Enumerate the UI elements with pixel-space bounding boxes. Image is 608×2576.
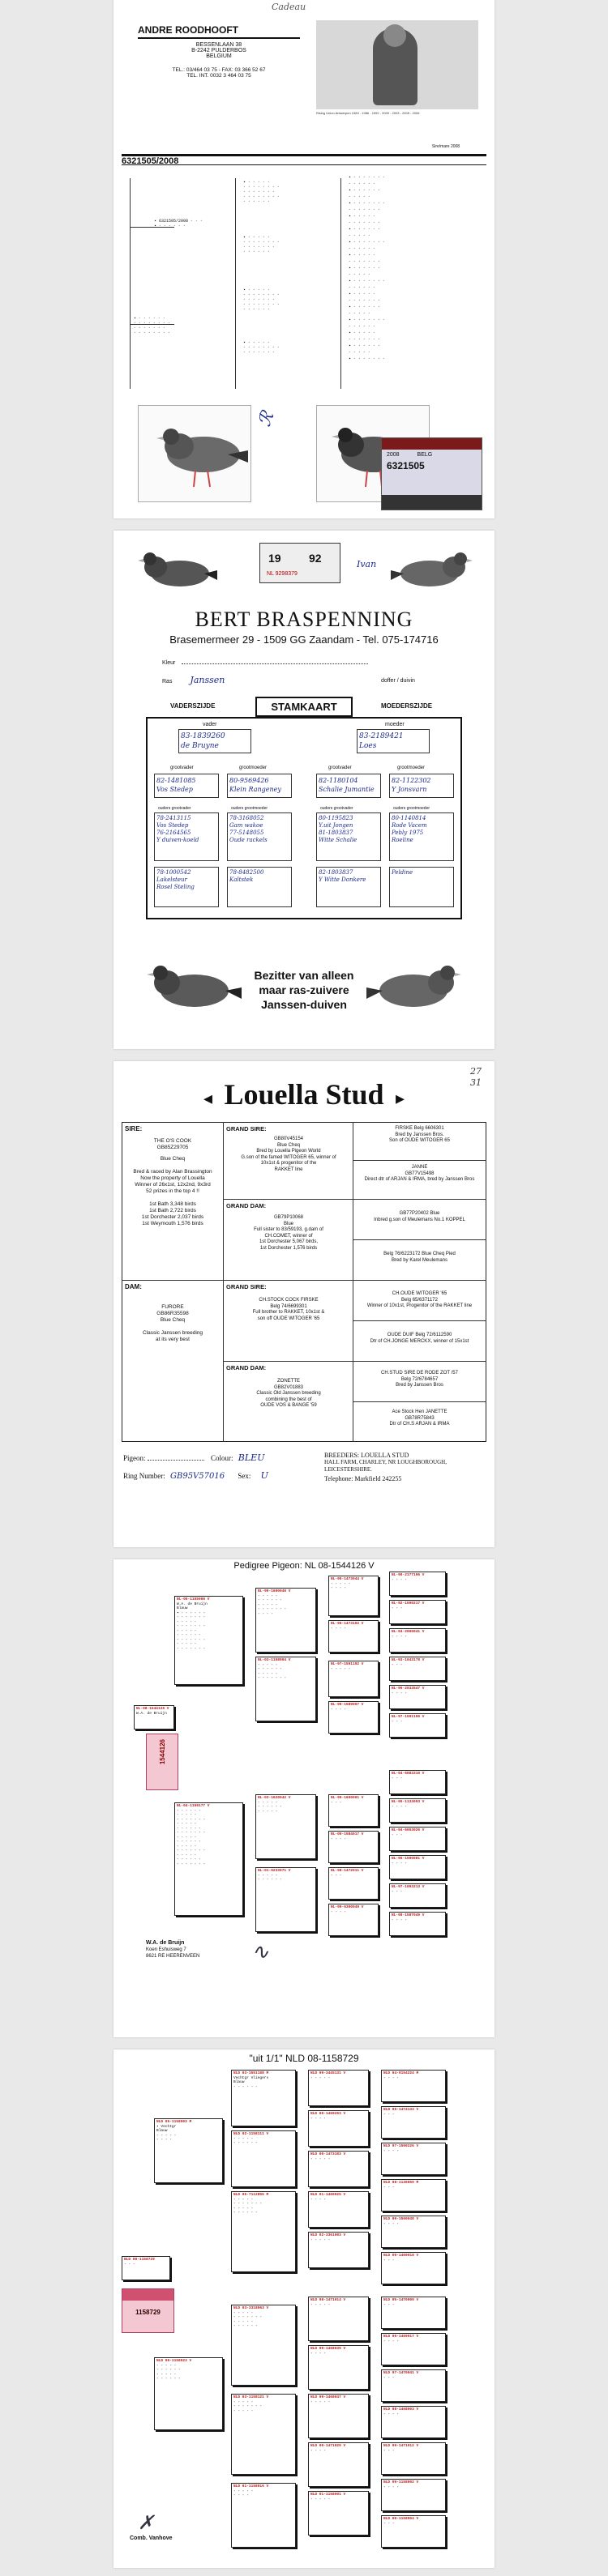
right-arrow-icon: ▸ [395,1088,405,1108]
dam-colour: Blue Cheq [160,1317,186,1323]
gs-right-bottom [354,1165,485,1184]
pedigree-box-r1: NL-90-2177196 V ◦ ◦ ◦ ◦ [389,1572,446,1596]
text-line: Belg 76/6223172 Blue Cheq Pied [383,1252,456,1256]
pedigree-box-ggp-8: NL-99-6300049 V ◦ ◦ ◦ ◦ [328,1904,379,1936]
p5-box-sire: NLD 05-1158003 M ▪ Vechtgr Blauw ◦ ◦ ◦ ◦ ◦ ◦ ◦ ◦ ◦ [154,2118,223,2183]
text-line: CH.STUD SIRE DE RODE ZOT /57 [381,1371,458,1375]
p5-box-m6: NLD 98-1471014 V ◦ ◦ ◦ ◦ ◦ [308,2297,369,2341]
pedigree-page-louella [113,1061,495,1547]
tree-line [235,284,236,389]
sire-line: Bred & raced by Alan Brassington [133,1169,212,1175]
text-line: Full brother to RAKKET, 10x1st & [252,1310,325,1315]
p5-box-self: NLD 08-1158729 ◦ ◦ ◦ [122,2256,170,2280]
p5-box-gs: NLD 03-1551188 M Vechtgr Vliegers Blauw ◦ ◦ ◦ ◦ ◦ ◦ [231,2070,296,2126]
p5-box-r8: NLD 96-1469017 V ◦ ◦ ◦ ◦ [381,2333,446,2365]
grandparent-1: ▪ ◦ ◦ ◦ ◦ ◦ ◦ ◦ ◦ ◦ ◦ ◦ ◦ ◦ ◦ ◦ ◦ ◦ ◦ ◦ ◦ ◦ ◦ ◦ ◦ ◦ ◦ ◦ ◦ ◦ ◦ ◦ ◦ ◦ ◦ [243,180,280,204]
p5-box-dgd-2: NLD 01-1158016 V ◦ ◦ ◦ ◦ ◦ ◦ ◦ ◦ ◦ [231,2483,296,2548]
ticket-stamps [259,543,340,583]
text-line: Belg 65/6371172 [401,1297,438,1303]
breeder-city: B-2242 PULDERBOS [191,48,246,53]
text-line: GB82V01883 [273,1384,304,1390]
dam-label: DAM: [125,1283,142,1290]
p5-box-r3: NLD 97-1590226 V ◦ ◦ ◦ ◦ [381,2143,446,2175]
p5-box-m5: NLD 02-3361003 V ◦ ◦ ◦ ◦ ◦ [308,2232,369,2268]
grootvader-label-1: grootvader [170,766,194,770]
p5-box-dgs: NLD 03-3318063 V ◦ ◦ ◦ ◦ ◦ ◦ ◦ ◦ ◦ ◦ ◦ ◦ ◦ ◦ ◦ ◦ ◦ ◦ ◦ ◦ ◦ ◦ ◦ [231,2305,296,2386]
p5-box-m1: NLD 99-3445131 V ◦ ◦ ◦ ◦ ◦ [308,2070,369,2106]
pedigree-page-vanhove [113,2049,495,2568]
vader-box: 83-1839260 de Bruyne [178,729,251,753]
sire-info: ▪ 6321505/2008 ◦ ◦ ◦ ▪ ◦ ◦ ◦ ◦ ◦ ◦ [154,219,203,228]
owner-name: Comb. Vanhove [130,2535,173,2541]
breeder-country: BELGIUM [206,53,232,59]
dam-line: at its very best [156,1337,190,1342]
owner-block [146,1940,199,1960]
pedigree-box-ggp-2: NL-96-1473102 V ◦ ◦ ◦ ◦ [328,1620,379,1653]
ring-card-year: 2008 [387,452,400,458]
p5-box-r2: NLD 96-1474133 V ◦ ◦ ◦ [381,2106,446,2139]
dam-details [125,1304,221,1343]
text-line: Belg 72/6784657 [400,1376,439,1382]
gd-right-bottom [354,1252,485,1264]
text-line: OUDE DUIF Belg 72/6112590 [387,1333,452,1337]
pedigree-box-ggp-3: NL-97-1591102 V ◦ ◦ ◦ ◦ ◦ [328,1661,379,1697]
dam-info: ▪ ◦ ◦ ◦ ◦ ◦ ◦ ◦ ◦ ◦ ◦ ◦ ◦ ◦ ◦ ◦ ◦ ◦ ◦ ◦ ◦ ◦ ◦ ◦ ◦ ◦ ◦ ◦ ◦ ◦ [134,316,171,335]
p5-box-m3: NLD 00-1473103 V ◦ ◦ ◦ ◦ ◦ [308,2151,369,2187]
left-arrow-icon: ◂ [203,1088,212,1108]
owner-address: Koen Eshuisweg 7 [146,1947,186,1952]
text-line: Belg 74/6699301 [270,1303,307,1309]
text-line: FIRSKE Belg 6606301 [395,1126,444,1131]
bottom-text [243,968,365,1012]
pedigree-box-r9: NL-94-6053026 V ◦ ◦ ◦ [389,1827,446,1851]
sire-name: THE O'S COOK [153,1138,192,1144]
dam-ring: GB86R35598 [156,1311,189,1316]
pedigree-box-gd: NL-03-1158904 V ◦ ◦ ◦ ◦ ◦ ◦ ◦ ◦ ◦ ◦ ◦ ◦ ◦ ◦ ◦ ◦ ◦ ◦ ◦ ◦ ◦ ◦ ◦ [255,1657,316,1721]
text-line: Classic Old Janssen breeding [256,1391,321,1396]
p5-box-r13: NLD 00-1158004 V ◦ ◦ ◦ [381,2515,446,2548]
divider [223,1122,224,1442]
tree-line [130,178,131,389]
grootvader-box-2: 82-1180104 Schalie Jumantie [316,774,381,798]
pedigree-box-r3: NL-94-2000041 V ◦ ◦ ◦ ◦ [389,1628,446,1653]
pedigree-box-gs: NL-99-1600046 V ◦ ◦ ◦ ◦ ◦ ◦ ◦ ◦ ◦ ◦ ◦ ◦ ◦ ◦ ◦ ◦ ◦ ◦ ◦ ◦ ◦ ◦ ◦ ◦ ◦ ◦ ◦ [255,1588,316,1653]
sire-line: Now the property of Louella [140,1175,205,1181]
p5-box-m10: NLD 01-1158001 V ◦ ◦ ◦ ◦ ◦ [308,2491,369,2535]
dgd-right-top [354,1371,485,1389]
sex-value: U [260,1470,268,1481]
ring-stamp [146,1734,178,1790]
signature-scribble: ∿ [251,1940,269,1964]
ouders-box-8: Peldine [389,867,454,907]
pigeon-image-bottom-left [138,952,243,1029]
p5-box-r4: NLD 98-1136059 M ◦ ◦ ◦ [381,2179,446,2211]
stamkaart-label: STAMKAART [255,697,353,717]
p5-box-r1: NLD 94-9154224 M ◦ ◦ ◦ ◦ [381,2070,446,2102]
ouders-grootmoeder-label-2: ouders grootmoeder [393,806,430,811]
divider [223,1199,486,1200]
p5-box-dam: NLD 06-1158023 V ◦ ◦ ◦ ◦ ◦ ◦ ◦ ◦ ◦ ◦ ◦ ◦ ◦ ◦ ◦ ◦ ◦ ◦ ◦ ◦ ◦ ◦ [154,2357,223,2430]
text-line: son off OUDE WITOGER '65 [257,1316,320,1321]
ring-row [123,1470,268,1481]
text-line: GB78R75843 [405,1415,435,1421]
breeder-photo [316,20,478,109]
pedigree-box-r7: NL-94-6083310 V ◦ ◦ ◦ [389,1770,446,1794]
photo-caption: Rising Union Antwerpen 1983 - 1986 - 1992 - 2000 - 2003 - 2005 - 2006 [316,111,420,115]
dam-name: FURORE [161,1304,184,1310]
text-line: GB77V15498 [405,1171,435,1176]
pedigree-box-dam: NL-04-1159177 V ◦ ◦ ◦ ◦ ◦ ◦ ◦ ◦ ◦ ◦ ◦ ◦ ◦ ◦ ◦ ◦ ◦ ◦ ◦ ◦ ◦ ◦ ◦ ◦ ◦ ◦ ◦ ◦ ◦ ◦ ◦ ◦ ◦ ◦ ◦ ◦ ◦ ◦ ◦ ◦ ◦ ◦ ◦ ◦ ◦ ◦ ◦ ◦ ◦ ◦ ◦ ◦ ◦ ◦ ◦ ◦ ◦ ◦ ◦ ◦ ◦ ◦ ◦ ◦ ◦ ◦ ◦ ◦ ◦ ◦ ◦ ◦ ◦ ◦ ◦ ◦ ◦ [174,1802,243,1916]
breeder-street: BESSENLAAN 38 [195,42,242,48]
stamp-number: 1158729 [135,2309,161,2316]
grootmoeder-box-2: 82-1122302 Y Jonsvarn [389,774,454,798]
tree-line [340,178,341,389]
vaderszijde-label: VADERSZIJDE [170,702,216,710]
text-line: CH.STOCK COCK FIRSKE [259,1298,319,1303]
text-line: Bred by Karel Meulemans [391,1257,448,1263]
text-line: 1st Dorchester 1,576 birds [259,1245,318,1251]
ouders-box-1: 78-2413115 Vos Stedep 76-2164565 Y duiven-koeld [154,812,219,861]
vader-label: vader [203,722,217,727]
sex-label: Sex: [238,1472,251,1480]
sire-line: Winner of 26x1st, 12x2nd, 9x3rd [135,1182,211,1188]
ras-row [162,675,225,685]
p5-box-m9: NLD 00-1471029 V ◦ ◦ ◦ ◦ [308,2442,369,2487]
pedigree-box-ggp-4: NL-99-1589007 V ◦ ◦ ◦ ◦ [328,1701,379,1734]
ouders-box-5: 78-1000542 Lakelsteur Rosel Steling [154,867,219,907]
sire-line: 1st Bath 2,722 birds [149,1208,196,1213]
ticket-year-2: 92 [309,552,322,565]
text-line: Blue [283,1221,293,1226]
ring-card [381,437,482,510]
ring-stamp [122,2288,174,2333]
text-line: Dtr of CH.JONGE MERCKX, winner of 15x1st [370,1338,469,1344]
grand-dam-label: GRAND DAM: [226,1202,267,1209]
sire-details [125,1138,221,1227]
text-line: Dtr of CH.S ARJAN & IRMA [389,1422,450,1427]
pedigree-box-self: NL-08-1544126 V W.A. de Bruijn [134,1705,174,1729]
p5-box-r6: NLD 00-1469018 V ◦ ◦ ◦ [381,2252,446,2284]
text-line: Direct dtr of ARJAN & IRMA, bred by Janssen Bros [364,1177,475,1182]
breeders-block [324,1452,486,1482]
owner-block [130,2535,173,2541]
p5-box-gd: NLD 05-7112855 M ◦ ◦ ◦ ◦ ◦ ◦ ◦ ◦ ◦ ◦ ◦ ◦ ◦ ◦ ◦ ◦ ◦ ◦ ◦ ◦ ◦ ◦ ◦ [231,2191,296,2272]
text-line: GB77P20402 Blue [399,1211,440,1216]
text-line: Bred by Janssen Bros [396,1383,443,1388]
pedigree-box-r2: NL-92-1590217 V ◦ ◦ ◦ [389,1600,446,1624]
dgs-right-top [354,1291,485,1310]
divider [353,1160,486,1161]
divider [353,1401,486,1402]
divider [353,1239,486,1240]
pedigree-box-ggp-7: NL-98-1472011 V ◦ ◦ ◦ [328,1867,379,1900]
ouders-grootvader-label-1: ouders grootvader [158,806,191,811]
pigeon-photo-left [138,405,251,502]
pedigree-box-ggp-5: NL-99-1600001 V ◦ ◦ ◦ [328,1794,379,1827]
ring-number-bar [122,154,486,165]
owner-city: 8621 RE HEERENVEEN [146,1954,200,1959]
pigeon-image-bottom-right [365,952,470,1029]
sire-line: 1st Weymouth 1,576 birds [142,1221,203,1226]
text-line: GB79P10068 [273,1215,304,1220]
p5-box-r12: NLD 99-1158002 V ◦ ◦ ◦ ◦ [381,2479,446,2511]
p5-box-gs-2: NLD 02-1158111 V ◦ ◦ ◦ ◦ ◦ ◦ ◦ ◦ ◦ ◦ ◦ [231,2130,296,2187]
breeder-name: ANDRE ROODHOOFT [138,24,300,39]
grandparent-2: ▪ ◦ ◦ ◦ ◦ ◦ ◦ ◦ ◦ ◦ ◦ ◦ ◦ ◦ ◦ ◦ ◦ ◦ ◦ ◦ ◦ ◦ ◦ ◦ ◦ ◦ ◦ [243,235,280,254]
ouders-box-3: 80-1195823 Y.uit Jongen 81-1803837 Witte Schalie [316,812,381,861]
pedigree-box-dgs: NL-03-1620042 V ◦ ◦ ◦ ◦ ◦ ◦ ◦ ◦ ◦ ◦ ◦ ◦ ◦ ◦ ◦ ◦ [255,1794,316,1859]
sire-colour: Blue Cheq [160,1156,186,1162]
stud-title: Louella Stud [224,1078,384,1111]
p5-box-r10: NLD 98-1468003 V ◦ ◦ ◦ ◦ [381,2406,446,2438]
text-line: Winner of 10x1st, Progenitor of the RAKKET line [366,1303,473,1308]
pedigree-box-r8: NL-95-1133093 V ◦ ◦ ◦ ◦ [389,1798,446,1823]
right-header: Sire/mare 2008 [431,144,460,149]
p5-box-m8: NLD 99-1468047 V ◦ ◦ ◦ ◦ ◦ [308,2394,369,2438]
ticket-number: NL 9298379 [267,571,298,577]
grootmoeder-label-2: grootmoeder [397,766,426,770]
text-line: Bred by Louella Pigeon World [256,1149,321,1154]
signature: ℛ [255,408,279,430]
ouders-box-2: 78-3168052 Gam wakoe 77-5148055 Oude rackels [227,812,292,861]
pigeon-image-top-left [130,543,219,603]
corner-number-1: 27 [470,1066,482,1077]
ticket-year-1: 19 [268,552,281,565]
text-line: CH.COMET, winner of [264,1233,313,1239]
p5-box-r7: NLD 95-1470009 V ◦ ◦ ◦ [381,2297,446,2329]
moeder-label: moeder [385,722,405,727]
pigeon-image-top-right [389,543,478,603]
pedigree-box-dgd: NL-01-6233071 V ◦ ◦ ◦ ◦ ◦ ◦ ◦ ◦ ◦ ◦ ◦ [255,1867,316,1932]
pedigree-box-r10: NL-96-1590081 V ◦ ◦ ◦ ◦ [389,1855,446,1879]
pedigree-box-sire: NL-05-1155066 V W.A. de Bruijn Blauw ▪ ◦ ◦ ◦ ◦ ◦ ◦ ◦ ◦ ◦ ◦ ◦ ◦ ◦ ◦ ◦ ◦ ◦ ◦ ◦ ◦ ◦ ◦ ◦ ◦ ◦ ◦ ◦ ◦ ◦ ◦ ◦ ◦ ◦ ◦ ◦ ◦ ◦ ◦ ◦ ◦ ◦ ◦ ◦ ◦ ◦ ◦ ◦ ◦ ◦ ◦ ◦ ◦ ◦ ◦ ◦ [174,1596,243,1685]
bottom-line-2: maar ras-zuivere [259,983,349,996]
sire-ring: GB85Z29705 [156,1145,189,1150]
pedigree-box-r6: NL-97-1591190 V ◦ ◦ ◦ [389,1713,446,1738]
p5-box-r5: NLD 99-1590048 V ◦ ◦ ◦ ◦ [381,2216,446,2248]
top-handwritten-note: Cadeau [272,2,306,12]
breeder-header [138,24,300,79]
kleur-label: Kleur [162,660,176,666]
tree-line [235,178,236,284]
ring-card-number: 6321505 [387,460,425,471]
text-line: ZONETTE [277,1379,300,1384]
grandparent-3: ▪ ◦ ◦ ◦ ◦ ◦ ◦ ◦ ◦ ◦ ◦ ◦ ◦ ◦ ◦ ◦ ◦ ◦ ◦ ◦ ◦ ◦ ◦ ◦ ◦ ◦ ◦ ◦ ◦ ◦ ◦ ◦ ◦ ◦ ◦ [243,288,280,312]
pedigree-box-r5: NL-96-2033547 V ◦ ◦ ◦ ◦ [389,1685,446,1709]
text-line: 10x1st & progenitor of the [260,1161,317,1166]
grand-sire-label: GRAND SIRE: [226,1125,267,1132]
handwriting-top: Ivan [357,559,377,569]
breeders-address: HALL FARM, CHARLEY, NR LOUGHBOROUGH, LEICESTERSHIRE. [324,1459,447,1473]
ring-label: Ring Number: [123,1472,165,1480]
colour-value: BLEU [238,1452,265,1463]
text-line: Full sister to 83/59193, g.dam of [254,1227,323,1232]
pedigree-box-ggp-6: NL-00-1584017 V ◦ ◦ ◦ ◦ [328,1831,379,1863]
moederszijde-label: MOEDERSZIJDE [381,702,433,710]
grand-dam-details [226,1215,351,1252]
text-line: GB80V45154 [273,1137,304,1141]
divider [223,1361,486,1362]
grandparent-4: ▪ ◦ ◦ ◦ ◦ ◦ ◦ ◦ ◦ ◦ ◦ ◦ ◦ ◦ ◦ ◦ ◦ ◦ ◦ ◦ ◦ [243,340,280,355]
ouders-box-4: 80-1140814 Rode Vacem Pebly 1975 Roeline [389,812,454,861]
pedigree-page-de-bruijn [113,1559,495,2037]
text-line: Son of OUDE WITOGER 65 [389,1138,450,1143]
text-line: combining the best of [265,1397,312,1402]
p5-box-dgd: NLD 03-1158121 V ◦ ◦ ◦ ◦ ◦ ◦ ◦ ◦ ◦ ◦ ◦ ◦ ◦ ◦ ◦ ◦ ◦ [231,2394,296,2475]
kleur-row [162,660,368,666]
pigeon-label: Pigeon: [123,1454,146,1462]
pedigree-box-r12: NL-98-1587049 V ◦ ◦ ◦ ◦ [389,1912,446,1936]
text-line: Blue Cheq [276,1142,301,1148]
text-line: Bred by Janssen Bros. [395,1132,444,1137]
grand-sire-details [226,1137,351,1173]
dam-grand-sire-label: GRAND SIRE: [226,1283,267,1290]
p5-box-m4: NLD 01-1460025 V ◦ ◦ ◦ ◦ [308,2191,369,2228]
breeders-label: BREEDERS: LOUELLA STUD [324,1452,409,1459]
text-line: Ace Stock Hen JANETTE [392,1410,447,1414]
text-line: G.son of the famed WITOGER 65, winner of [241,1154,336,1160]
breeder-tel: TEL.: 03/464 03 75 - FAX: 03 366 52 67 [172,67,266,73]
pedigree-box-r4: NL-93-1043178 V ◦ ◦ ◦ [389,1657,446,1681]
text-line: 1st Dorchester 5,067 birds, [259,1239,319,1244]
dam-grand-sire-details [226,1298,351,1322]
p5-box-m7: NLD 99-1468039 V ◦ ◦ ◦ ◦ [308,2345,369,2390]
text-line: Inbred g.son of Meulemans No.1 KOPPEL [374,1217,465,1222]
pigeon-row [123,1452,264,1463]
dam-grand-dam-label: GRAND DAM: [226,1364,267,1371]
dam-line: Classic Janssen breeding [142,1330,203,1336]
divider [122,1280,486,1281]
grootvader-box-1: 82-1481085 Vos Stedep [154,774,219,798]
ring-value: GB95V57016 [170,1472,225,1481]
text-line: RAKKET line [274,1166,303,1172]
p5-box-m2: NLD 00-1469203 V ◦ ◦ ◦ ◦ [308,2110,369,2147]
pedigree-page-braspenning [113,531,495,1049]
breeder-intl: TEL. INT. 0032 3 464 03 75 [186,73,251,79]
moeder-box: 83-2189421 Loes [357,729,430,753]
dgs-right-bottom [354,1333,485,1345]
breeder-address: Brasemermeer 29 - 1509 GG Zaandam - Tel. 075-174716 [169,633,439,646]
pedigree-box-ggp-1: NL-95-1473044 V ◦ ◦ ◦ ◦ ◦ ◦ ◦ ◦ ◦ [328,1576,379,1616]
sire-label: SIRE: [125,1125,143,1132]
title-row [113,1077,495,1111]
grootmoeder-box-1: 80-9569426 Klein Rangeney [227,774,292,798]
ring-number: 6321505/2008 [122,156,179,166]
doffer-label: doffer / duivin [381,678,415,684]
grootmoeder-label-1: grootmoeder [239,766,268,770]
stamp-number: 1544126 [158,1739,166,1765]
text-line: JANNE [411,1165,428,1170]
pedigree-title: "uit 1/1" NLD 08-1158729 [249,2053,359,2064]
bottom-line-3: Janssen-duiven [261,998,347,1011]
ouders-box-7: 82-1803837 Y Witte Donkere [316,867,381,907]
p5-box-r9: NLD 97-1470041 V ◦ ◦ ◦ [381,2369,446,2402]
dam-grand-dam-details [226,1379,351,1410]
ras-label: Ras [162,679,173,685]
gd-right-top [354,1211,485,1223]
ring-card-country: BELG [417,452,433,458]
sire-line: 1st Dorchester 2,037 birds [141,1214,204,1220]
pedigree-title: Pedigree Pigeon: NL 08-1544126 V [233,1561,375,1571]
text-line: CH.OUDE WITOGER '65 [392,1291,447,1296]
sire-line: 1st Bath 3,348 birds [149,1201,196,1207]
pedigree-page-roodhooft [113,0,495,518]
gs-right-top [354,1126,485,1145]
breeders-telephone: Telephone: Markfield 242255 [324,1475,402,1482]
pedigree-box-r11: NL-97-1093213 V ◦ ◦ ◦ [389,1883,446,1908]
breeder-title: BERT BRASPENNING [195,608,413,631]
grootvader-label-2: grootvader [328,766,352,770]
text-line: OUDE VOS & BANGE '59 [260,1403,317,1408]
owner-name: W.A. de Bruijn [146,1940,185,1946]
colour-label: Colour: [211,1454,233,1462]
dgd-right-bottom [354,1410,485,1428]
ouders-grootvader-label-2: ouders grootvader [320,806,353,811]
great-grandparents: ▪ ◦ ◦ ◦ ◦ ◦ ◦ ◦ ◦ ◦ ◦ ◦ ◦ ◦ ▪ ◦ ◦ ◦ ◦ ◦ ◦ ◦ ◦ ◦ ◦ ◦ ▪ ◦ ◦ ◦ ◦ ◦ ◦ ◦ ◦ ◦ ◦ ◦ ◦ ◦ ◦ ▪ ◦ ◦ ◦ ◦ ◦ ◦ ◦ ◦ ◦ ◦ ◦ ◦ ▪ ◦ ◦ ◦ ◦ ◦ ◦ ◦ ◦ ◦ ◦ ◦ ▪ ◦ ◦ ◦ ◦ ◦ ◦ ◦ ◦ ◦ ◦ ◦ ◦ ◦ ▪ ◦ ◦ ◦ ◦ ◦ ◦ ◦ ◦ ◦ ◦ ◦ ◦ ▪ ◦ ◦ ◦ ◦ ◦ ◦ ◦ ◦ ◦ ◦ ◦ ▪ ◦ ◦ ◦ ◦ ◦ ◦ ◦ ◦ ◦ ◦ ◦ ◦ ◦ ▪ ◦ ◦ ◦ ◦ ◦ ◦ ◦ ◦ ◦ ◦ ◦ ◦ ▪ ◦ ◦ ◦ ◦ ◦ ◦ ◦ ◦ ◦ ◦ ◦ ▪ ◦ ◦ ◦ ◦ ◦ ◦ ◦ ◦ ◦ ◦ ◦ ◦ ◦ ▪ ◦ ◦ ◦ ◦ ◦ ◦ ◦ ◦ ◦ ◦ ◦ ◦ ▪ ◦ ◦ ◦ ◦ ◦ ◦ ◦ ◦ ◦ ◦ ◦ ▪ ◦ ◦ ◦ ◦ ◦ ◦ ◦ [349,175,386,361]
divider [353,1320,486,1321]
signature-scribble: ✗ [138,2511,155,2534]
bottom-line-1: Bezitter van alleen [254,969,354,982]
ras-value: Janssen [190,675,225,685]
p5-box-r11: NLD 99-1471012 V ◦ ◦ ◦ [381,2442,446,2475]
sire-line: 52 prizes in the top 4 !! [146,1188,199,1194]
ouders-grootmoeder-label-1: ouders grootmoeder [231,806,268,811]
ouders-box-6: 78-8482500 Kaltstek [227,867,292,907]
corner-number-2: 31 [470,1077,482,1088]
